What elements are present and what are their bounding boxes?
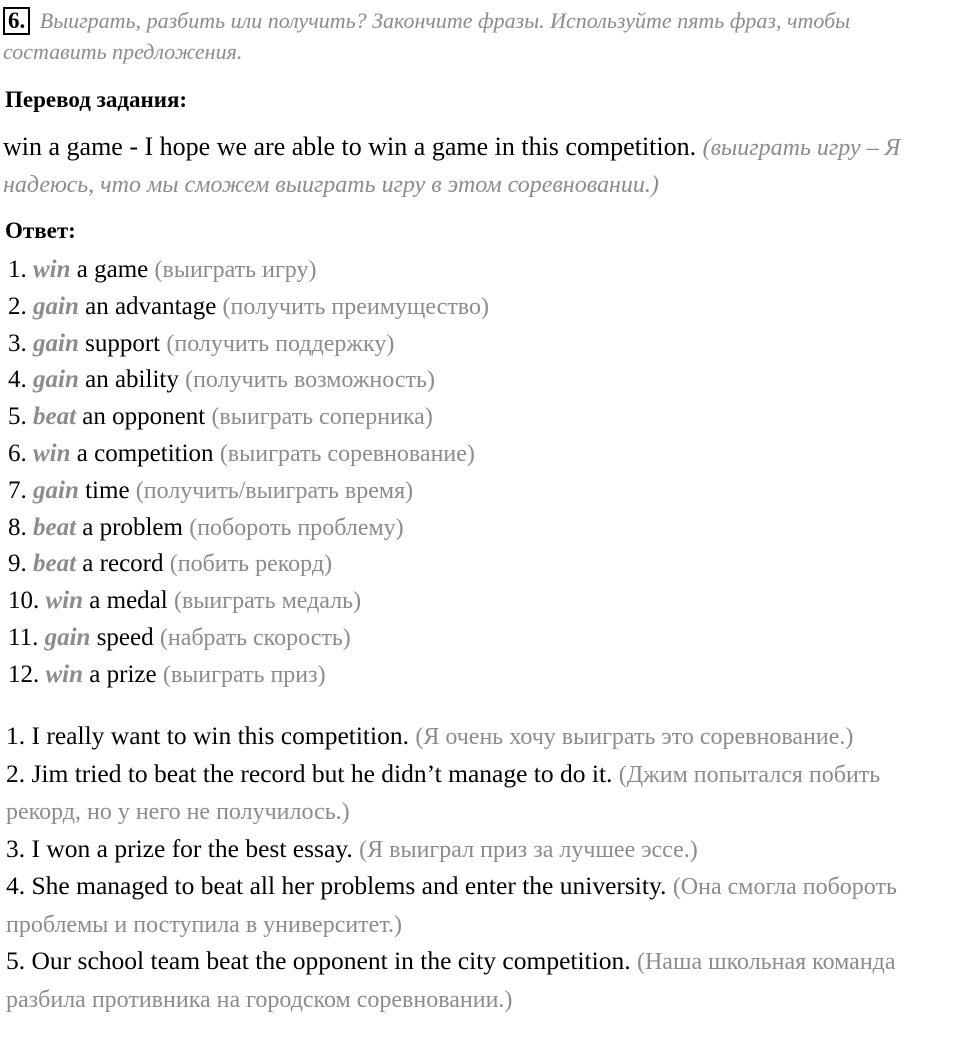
sentence-translation: (Я выиграл приз за лучшее эссе.) bbox=[359, 836, 698, 863]
task-translation bbox=[3, 129, 955, 203]
phrase-number: 7. bbox=[8, 476, 27, 504]
phrase-verb: gain bbox=[44, 623, 91, 651]
sentence-list bbox=[6, 718, 951, 1018]
sentence-item bbox=[6, 943, 951, 1018]
phrase-item bbox=[8, 510, 489, 547]
phrase-number: 3. bbox=[8, 329, 27, 357]
translation-en: win a game - I hope we are able to win a game in this competition. bbox=[3, 132, 697, 161]
phrase-number: 2. bbox=[8, 292, 27, 320]
phrase-number: 8. bbox=[8, 513, 27, 541]
phrase-verb: beat bbox=[33, 403, 77, 431]
phrase-item bbox=[8, 620, 489, 657]
phrase-number: 9. bbox=[8, 550, 27, 578]
phrase-translation: (выиграть игру) bbox=[154, 257, 317, 283]
phrase-verb: beat bbox=[33, 513, 77, 541]
sentence-en: I won a prize for the best essay. bbox=[31, 833, 353, 863]
phrase-item bbox=[8, 436, 489, 473]
phrase-object: speed bbox=[96, 623, 154, 651]
sentence-en: Our school team beat the opponent in the city competition. bbox=[31, 946, 631, 975]
phrase-translation: (побить рекорд) bbox=[169, 551, 333, 578]
phrase-list bbox=[8, 252, 489, 694]
phrase-number: 4. bbox=[8, 366, 27, 394]
phrase-object: support bbox=[85, 329, 161, 357]
sentence-translation: (Она смогла побороть проблемы и поступила в университет.) bbox=[6, 874, 897, 938]
phrase-number: 1. bbox=[8, 256, 27, 283]
phrase-number: 12. bbox=[8, 660, 40, 688]
phrase-item bbox=[8, 252, 489, 289]
phrase-object: a medal bbox=[89, 587, 168, 615]
sentence-en: She managed to beat all her problems and enter the university. bbox=[31, 871, 667, 900]
phrase-number: 10. bbox=[8, 587, 40, 615]
sentence-number: 5. bbox=[6, 946, 26, 975]
phrase-translation: (набрать скорость) bbox=[159, 624, 351, 651]
answer-heading: Ответ: bbox=[5, 218, 76, 243]
phrase-number: 11. bbox=[8, 623, 39, 651]
phrase-translation: (побороть проблему) bbox=[189, 514, 404, 541]
sentence-en: I really want to win this competition. bbox=[31, 721, 409, 750]
phrase-item bbox=[8, 289, 489, 326]
phrase-verb: win bbox=[33, 439, 71, 467]
task-number: 6. bbox=[3, 7, 30, 35]
sentence-translation: (Наша школьная команда разбила противника на городском соревновании.) bbox=[6, 949, 896, 1013]
phrase-verb: gain bbox=[33, 366, 79, 394]
phrase-item bbox=[8, 399, 489, 436]
phrase-item bbox=[8, 583, 489, 620]
sentence-item bbox=[6, 718, 951, 756]
phrase-translation: (получить возможность) bbox=[185, 367, 435, 394]
phrase-verb: win bbox=[45, 660, 84, 688]
phrase-object: time bbox=[85, 476, 130, 504]
phrase-object: an opponent bbox=[82, 403, 206, 431]
phrase-translation: (выиграть соревнование) bbox=[219, 440, 475, 467]
phrase-translation: (получить поддержку) bbox=[166, 330, 395, 357]
sentence-number: 3. bbox=[6, 833, 26, 863]
phrase-item bbox=[8, 546, 489, 583]
sentence-number: 2. bbox=[6, 758, 26, 788]
sentence-item bbox=[6, 868, 951, 943]
sentence-item bbox=[6, 756, 951, 831]
phrase-translation: (выиграть приз) bbox=[162, 661, 326, 688]
phrase-number: 6. bbox=[8, 439, 27, 467]
phrase-object: a game bbox=[76, 256, 149, 283]
phrase-object: a competition bbox=[76, 439, 214, 467]
phrase-translation: (выиграть соперника) bbox=[211, 404, 433, 431]
task-header bbox=[3, 5, 958, 67]
translation-heading: Перевод задания: bbox=[5, 87, 188, 112]
phrase-translation: (получить/выиграть время) bbox=[135, 477, 414, 504]
phrase-verb: win bbox=[33, 256, 71, 283]
sentence-translation: (Я очень хочу выиграть это соревнование.) bbox=[415, 724, 854, 750]
phrase-object: an ability bbox=[85, 366, 179, 394]
sentence-number: 4. bbox=[6, 871, 26, 900]
phrase-verb: gain bbox=[33, 292, 79, 320]
phrase-translation: (получить преимущество) bbox=[222, 293, 489, 320]
sentence-number: 1. bbox=[6, 721, 26, 750]
phrase-item bbox=[8, 362, 489, 399]
phrase-translation: (выиграть медаль) bbox=[173, 588, 362, 615]
phrase-item bbox=[8, 326, 489, 363]
phrase-object: a problem bbox=[82, 513, 183, 541]
phrase-object: a prize bbox=[89, 660, 157, 688]
sentence-en: Jim tried to beat the record but he didn’t manage to do it. bbox=[31, 758, 613, 788]
phrase-item bbox=[8, 657, 489, 694]
phrase-number: 5. bbox=[8, 403, 27, 431]
phrase-object: a record bbox=[82, 550, 164, 578]
phrase-verb: gain bbox=[33, 329, 79, 357]
sentence-item bbox=[6, 831, 951, 869]
phrase-item bbox=[8, 473, 489, 510]
phrase-object: an advantage bbox=[85, 292, 217, 320]
phrase-verb: win bbox=[45, 587, 84, 615]
phrase-verb: gain bbox=[33, 476, 79, 504]
phrase-verb: beat bbox=[33, 550, 77, 578]
translation-ru: (выиграть игру – Я надеюсь, что мы сможем выиграть игру в этом соревновании.) bbox=[3, 135, 901, 198]
sentence-translation: (Джим попытался побить рекорд, но у него не получилось.) bbox=[6, 761, 881, 825]
task-instruction: Выиграть, разбить или получить? Закончите фразы. Используйте пять фраз, чтобы составить предложения. bbox=[3, 8, 851, 64]
